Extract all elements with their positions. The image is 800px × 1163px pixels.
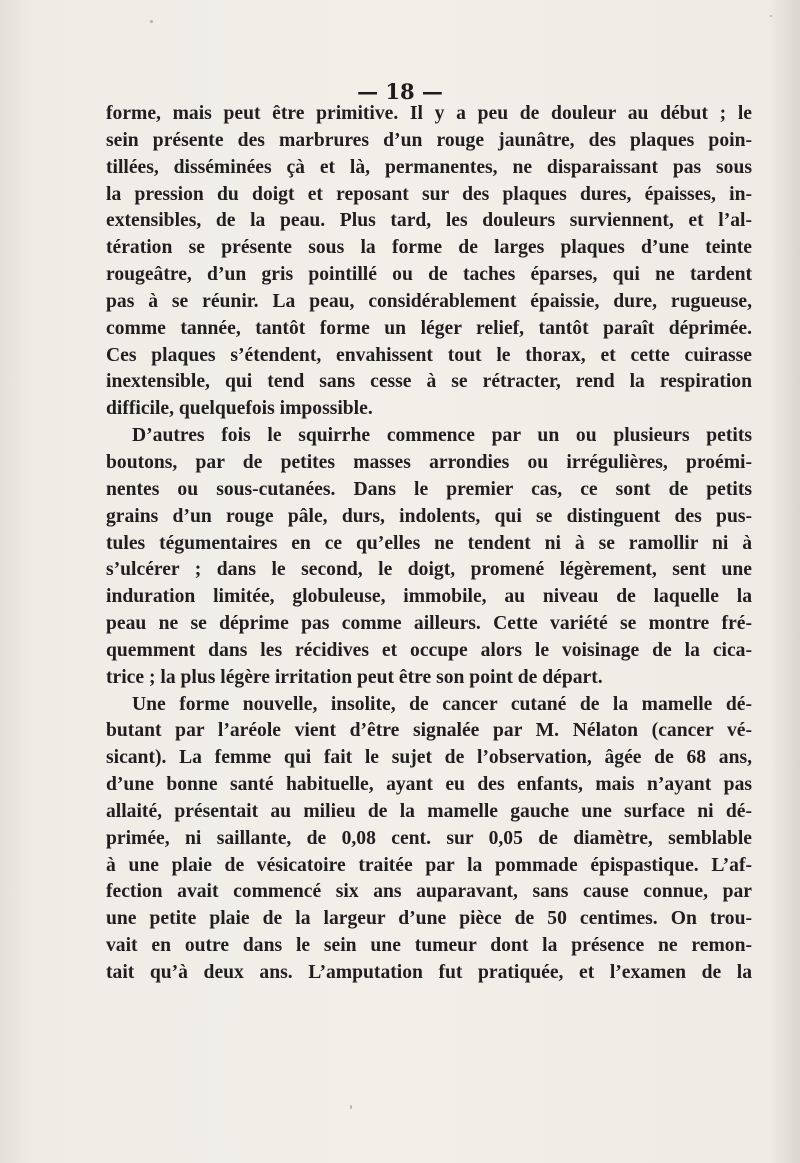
text-line: butant par l’aréole vient d’être signalée par M. Nélaton (cancer vé-: [106, 720, 752, 742]
paragraph: [106, 101, 752, 423]
text-line: tération se présente sous la forme de larges plaques d’une teinte: [106, 237, 752, 259]
text-line: pas à se réunir. La peau, considérablement épaissie, dure, rugueuse,: [106, 290, 752, 312]
paper-speck: [150, 20, 153, 23]
text-line: d’une bonne santé habituelle, ayant eu des enfants, mais n’ayant pas: [106, 774, 752, 796]
text-line: peau ne se déprime pas comme ailleurs. Cette variété se montre fré-: [106, 613, 752, 635]
text-line: fection avait commencé six ans auparavant, sans cause connue, par: [106, 881, 752, 903]
body-text: [106, 101, 752, 987]
text-line: boutons, par de petites masses arrondies ou irrégulières, proémi-: [106, 451, 752, 473]
text-line: induration limitée, globuleuse, immobile, au niveau de laquelle la: [106, 586, 752, 608]
text-line: difficile, quelquefois impossible.: [106, 398, 373, 420]
text-line: sein présente des marbrures d’un rouge jaunâtre, des plaques poin-: [106, 129, 752, 151]
text-line: forme, mais peut être primitive. Il y a peu de douleur au début ; le: [106, 103, 752, 124]
text-line: sicant). La femme qui fait le sujet de l’observation, âgée de 68 ans,: [106, 747, 752, 769]
text-line: une petite plaie de la largeur d’une pièce de 50 centimes. On trou-: [106, 908, 752, 930]
text-line: allaité, présentait au milieu de la mamelle gauche une surface ni dé-: [106, 800, 752, 822]
paper-speck: [350, 1105, 352, 1109]
page-number: — 18 —: [357, 79, 443, 104]
text-line: à une plaie de vésicatoire traitée par la pommade épispastique. L’af-: [106, 854, 752, 876]
text-line: Ces plaques s’étendent, envahissent tout le thorax, et cette cuirasse: [106, 344, 752, 366]
paragraph: [106, 692, 752, 987]
text-line: extensibles, de la peau. Plus tard, les douleurs surviennent, et l’al-: [106, 210, 752, 232]
text-line: tillées, disséminées çà et là, permanentes, ne disparaissant pas sous: [106, 156, 752, 178]
text-line: rougeâtre, d’un gris pointillé ou de taches éparses, qui ne tardent: [106, 264, 752, 286]
text-line: grains d’un rouge pâle, durs, indolents, qui se distinguent des pus-: [106, 505, 752, 527]
text-line: la pression du doigt et reposant sur des plaques dures, épaisses, in-: [106, 183, 752, 205]
text-line: D’autres fois le squirrhe commence par un ou plusieurs petits: [132, 425, 752, 447]
paragraph: [106, 423, 752, 691]
text-line: inextensible, qui tend sans cesse à se rétracter, rend la respiration: [106, 371, 752, 393]
text-line: comme tannée, tantôt forme un léger relief, tantôt paraît déprimée.: [106, 317, 752, 339]
text-line: tules tégumentaires en ce qu’elles ne tendent ni à se ramollir ni à: [106, 532, 752, 554]
text-line: s’ulcérer ; dans le second, le doigt, promené légèrement, sent une: [106, 559, 752, 581]
paper-speck: [770, 15, 772, 17]
text-line: trice ; la plus légère irritation peut être son point de départ.: [106, 666, 603, 688]
text-line: Une forme nouvelle, insolite, de cancer cutané de la mamelle dé-: [132, 693, 752, 715]
text-line: quemment dans les récidives et occupe alors le voisinage de la cica-: [106, 639, 752, 661]
text-line: tait qu’à deux ans. L’amputation fut pratiquée, et l’examen de la: [106, 962, 752, 983]
text-line: primée, ni saillante, de 0,08 cent. sur 0,05 de diamètre, semblable: [106, 827, 752, 849]
text-line: nentes ou sous-cutanées. Dans le premier cas, ce sont de petits: [106, 478, 752, 500]
text-line: vait en outre dans le sein une tumeur dont la présence ne remon-: [106, 935, 752, 957]
